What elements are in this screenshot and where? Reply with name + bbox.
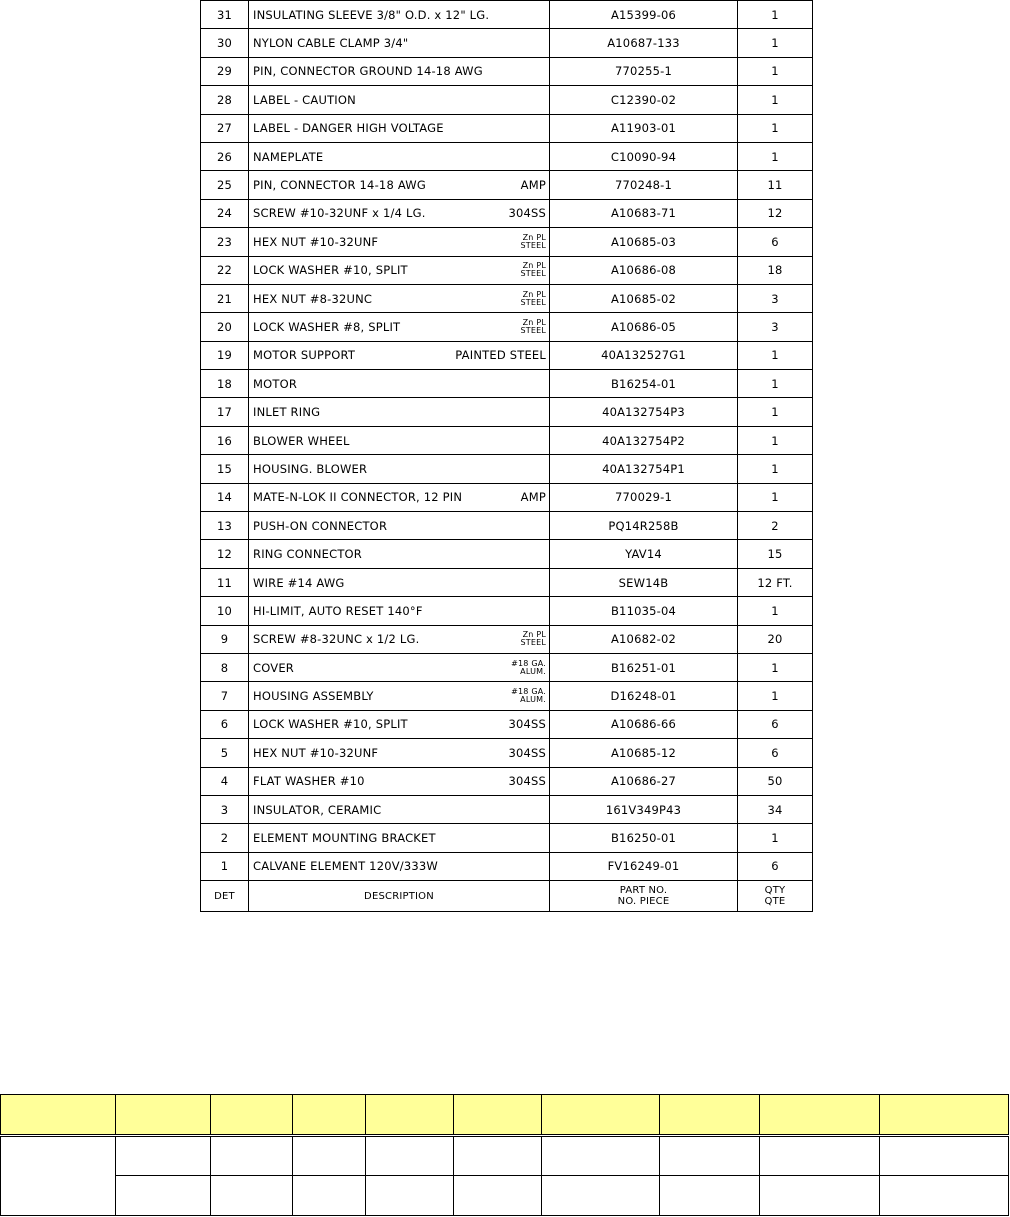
bom-material-spec-bottom: ALUM. [520,695,546,705]
revision-cell [454,1135,542,1176]
bom-part-number-cell: A10686-08 [550,256,738,284]
bom-description-text: LABEL - DANGER HIGH VOLTAGE [253,121,444,136]
bom-row [201,341,813,369]
bom-description-text: COVER [253,660,295,675]
bom-description-text: PIN, CONNECTOR GROUND 14-18 AWG [253,64,483,79]
bom-description-text: FLAT WASHER #10 [253,774,365,789]
bom-header-description: DESCRIPTION [249,881,550,912]
revision-cell [542,1176,660,1216]
revision-header-cell [366,1095,454,1136]
bom-quantity-cell: 1 [738,483,813,511]
bom-description-cell [249,483,550,511]
bom-description-text: SCREW #8-32UNC x 1/2 LG. [253,632,420,647]
bom-body [201,1,813,912]
bom-quantity-cell: 1 [738,1,813,29]
bom-row [201,256,813,284]
bom-material-spec-bottom: STEEL [520,240,546,250]
bom-quantity-cell: 6 [738,739,813,767]
bom-description-text: SCREW #10-32UNF x 1/4 LG. [253,206,426,221]
bom-quantity-cell: 11 [738,171,813,199]
bom-det-cell: 15 [201,455,249,483]
bom-description-cell [249,284,550,312]
bom-material-spec-top: #18 GA. [511,687,546,697]
bom-material-spec [520,291,546,307]
bom-row [201,852,813,880]
revision-header-row [1,1095,1009,1136]
bom-det-cell: 23 [201,228,249,256]
bom-det-cell: 22 [201,256,249,284]
bom-det-cell: 5 [201,739,249,767]
bom-part-number-cell: SEW14B [550,568,738,596]
revision-cell [454,1176,542,1216]
revision-cell [760,1135,880,1176]
bom-quantity-cell: 1 [738,341,813,369]
bom-row [201,739,813,767]
bom-material-spec: 304SS [508,774,546,789]
bom-part-number-cell: 40A132754P2 [550,426,738,454]
bom-det-cell: 6 [201,710,249,738]
bom-description-cell [249,625,550,653]
bom-part-number-cell: 770248-1 [550,171,738,199]
bom-part-number-cell: A15399-06 [550,1,738,29]
bom-description-cell [249,341,550,369]
bom-row [201,568,813,596]
revision-cell [293,1176,366,1216]
bom-material-spec-bottom: STEEL [520,297,546,307]
bom-description-cell [249,597,550,625]
bom-description-cell [249,171,550,199]
revision-cell [366,1176,454,1216]
revision-row [1,1176,1009,1216]
bom-description-text: MOTOR SUPPORT [253,348,356,363]
bom-row [201,29,813,57]
bom-det-cell: 2 [201,824,249,852]
bom-description-cell [249,57,550,85]
bom-material-spec [511,688,546,704]
bom-description-cell [249,455,550,483]
bom-description-text: HEX NUT #8-32UNC [253,291,373,306]
bom-det-cell: 13 [201,512,249,540]
bom-row [201,171,813,199]
bom-quantity-cell: 1 [738,57,813,85]
revision-header-cell [211,1095,293,1136]
bom-header-qty-line1: QTY [764,885,786,897]
bom-material-spec-bottom: ALUM. [520,666,546,676]
bom-det-cell: 25 [201,171,249,199]
bom-row [201,710,813,738]
bom-description-text: NYLON CABLE CLAMP 3/4" [253,36,409,51]
bom-part-number-cell: A10686-27 [550,767,738,795]
bom-part-number-cell: A10682-02 [550,625,738,653]
bom-part-number-cell: B16254-01 [550,370,738,398]
bom-description-cell [249,313,550,341]
bom-part-number-cell: B16251-01 [550,653,738,681]
bom-material-spec-bottom: STEEL [520,325,546,335]
bom-part-number-cell: PQ14R258B [550,512,738,540]
bom-part-number-cell: A11903-01 [550,114,738,142]
bom-det-cell: 20 [201,313,249,341]
revision-header-cell [542,1095,660,1136]
bom-det-cell: 12 [201,540,249,568]
bom-row [201,512,813,540]
bom-det-cell: 17 [201,398,249,426]
bom-quantity-cell: 1 [738,653,813,681]
bom-part-number-cell: 40A132754P3 [550,398,738,426]
bom-quantity-cell: 1 [738,597,813,625]
revision-cell [211,1135,293,1176]
revision-cell [293,1135,366,1176]
bom-part-number-cell: 161V349P43 [550,795,738,823]
bom-row [201,540,813,568]
bom-quantity-cell: 3 [738,313,813,341]
bom-description-text: PUSH-ON CONNECTOR [253,518,388,533]
revision-header-cell [454,1095,542,1136]
revision-cell [660,1176,760,1216]
bom-quantity-cell: 1 [738,398,813,426]
bom-det-cell: 4 [201,767,249,795]
bom-material-spec-bottom: STEEL [520,638,546,648]
bom-description-text: MOTOR [253,376,298,391]
bom-det-cell: 16 [201,426,249,454]
bom-det-cell: 29 [201,57,249,85]
bom-header-part-line1: PART NO. [619,885,668,897]
revision-cell [880,1176,1009,1216]
bom-description-text: LOCK WASHER #8, SPLIT [253,319,401,334]
bom-row [201,682,813,710]
bom-description-text: BLOWER WHEEL [253,433,350,448]
bom-material-spec: 304SS [508,206,546,221]
bom-quantity-cell: 1 [738,29,813,57]
bom-description-cell [249,199,550,227]
bom-part-number-cell: YAV14 [550,540,738,568]
bom-part-number-cell: FV16249-01 [550,852,738,880]
bom-description-cell [249,29,550,57]
bom-part-number-cell: 40A132527G1 [550,341,738,369]
bom-description-text: PIN, CONNECTOR 14-18 AWG [253,178,426,193]
bom-det-cell: 31 [201,1,249,29]
bom-material-spec-top: Zn PL [522,289,546,299]
bom-material-spec [520,631,546,647]
revision-header-cell [293,1095,366,1136]
bom-description-cell [249,710,550,738]
bom-quantity-cell: 15 [738,540,813,568]
bom-material-spec: 304SS [508,717,546,732]
bom-description-text: MATE-N-LOK II CONNECTOR, 12 PIN [253,490,463,505]
bom-quantity-cell: 2 [738,512,813,540]
bom-det-cell: 30 [201,29,249,57]
bom-material-spec [520,262,546,278]
bom-description-text: INSULATING SLEEVE 3/8" O.D. x 12" LG. [253,7,490,22]
bom-part-number-cell: D16248-01 [550,682,738,710]
bom-description-text: CALVANE ELEMENT 120V/333W [253,859,438,874]
bom-row [201,398,813,426]
bom-quantity-cell: 20 [738,625,813,653]
bom-part-number-cell: C12390-02 [550,86,738,114]
bom-det-cell: 27 [201,114,249,142]
bom-header-part-line2: NO. PIECE [617,896,670,908]
bom-description-text: WIRE #14 AWG [253,575,345,590]
bom-row [201,142,813,170]
bom-material-spec-bottom: STEEL [520,269,546,279]
bom-quantity-cell: 1 [738,114,813,142]
revision-cell [880,1135,1009,1176]
bom-description-text: HOUSING ASSEMBLY [253,689,374,704]
bom-description-cell [249,370,550,398]
bom-description-cell [249,142,550,170]
revision-cell [116,1135,211,1176]
bom-row [201,86,813,114]
bom-row [201,625,813,653]
bom-row [201,426,813,454]
bom-description-cell [249,824,550,852]
bom-material-spec: AMP [520,490,546,505]
bom-description-text: HOUSING. BLOWER [253,461,368,476]
revision-cell [366,1135,454,1176]
bom-description-text: ELEMENT MOUNTING BRACKET [253,831,436,846]
bom-row [201,1,813,29]
bom-description-text: RING CONNECTOR [253,547,363,562]
bom-part-number-cell: 40A132754P1 [550,455,738,483]
revision-header-cell [880,1095,1009,1136]
bom-row [201,483,813,511]
revision-block [0,1094,1009,1216]
bom-material-spec-top: Zn PL [522,261,546,271]
bom-material-spec [511,660,546,676]
revision-cell [542,1135,660,1176]
bom-row [201,57,813,85]
bom-material-spec-top: #18 GA. [511,658,546,668]
bom-description-text: INSULATOR, CERAMIC [253,802,382,817]
bom-det-cell: 14 [201,483,249,511]
bom-row [201,653,813,681]
bom-description-cell [249,256,550,284]
bom-det-cell: 7 [201,682,249,710]
revision-header-cell [760,1095,880,1136]
bom-part-number-cell: A10686-05 [550,313,738,341]
bom-quantity-cell: 6 [738,710,813,738]
bom-quantity-cell: 18 [738,256,813,284]
bom-part-number-cell: A10683-71 [550,199,738,227]
bom-material-spec [520,234,546,250]
bom-quantity-cell: 34 [738,795,813,823]
bom-description-cell [249,540,550,568]
bom-description-cell [249,653,550,681]
bom-description-cell [249,114,550,142]
bom-description-text: INLET RING [253,405,321,420]
bom-det-cell: 3 [201,795,249,823]
bom-description-cell [249,682,550,710]
bom-description-text: NAMEPLATE [253,149,324,164]
bom-material-spec: AMP [520,178,546,193]
bom-part-number-cell: A10687-133 [550,29,738,57]
bom-description-cell [249,739,550,767]
bom-material-spec-top: Zn PL [522,630,546,640]
bom-description-text: LABEL - CAUTION [253,92,356,107]
bom-row [201,284,813,312]
bom-header-row [201,881,813,912]
bom-part-number-cell: A10685-12 [550,739,738,767]
bom-part-number-cell: B16250-01 [550,824,738,852]
bom-det-cell: 11 [201,568,249,596]
bom-quantity-cell: 12 [738,199,813,227]
bom-description-cell [249,426,550,454]
bom-row [201,313,813,341]
revision-merged-cell [1,1135,116,1215]
bom-quantity-cell: 50 [738,767,813,795]
bom-row [201,455,813,483]
bom-quantity-cell: 1 [738,142,813,170]
bom-det-cell: 9 [201,625,249,653]
bom-header-qty-line2: QTE [764,896,786,908]
bom-quantity-cell: 1 [738,682,813,710]
revision-row [1,1135,1009,1176]
revision-header-cell [1,1095,116,1136]
bom-quantity-cell: 1 [738,426,813,454]
bom-description-cell [249,512,550,540]
bom-description-text: LOCK WASHER #10, SPLIT [253,717,408,732]
bom-material-spec [520,319,546,335]
bom-description-cell [249,568,550,596]
bom-quantity-cell: 1 [738,86,813,114]
bom-row [201,228,813,256]
bom-description-text: HI-LIMIT, AUTO RESET 140°F [253,603,423,618]
bom-part-number-cell: 770255-1 [550,57,738,85]
revision-header-cell [660,1095,760,1136]
bom-description-cell [249,795,550,823]
bom-description-cell [249,1,550,29]
bom-description-cell [249,767,550,795]
bom-quantity-cell: 3 [738,284,813,312]
revision-header-cell [116,1095,211,1136]
revision-cell [760,1176,880,1216]
bom-description-text: LOCK WASHER #10, SPLIT [253,263,408,278]
bom-det-cell: 8 [201,653,249,681]
bom-header-part [550,881,738,912]
bom-row [201,795,813,823]
bom-description-cell [249,228,550,256]
bom-part-number-cell: A10685-02 [550,284,738,312]
bom-det-cell: 10 [201,597,249,625]
revision-cell [211,1176,293,1216]
bom-description-cell [249,398,550,426]
bom-description-cell [249,86,550,114]
bom-description-cell [249,852,550,880]
bom-quantity-cell: 1 [738,455,813,483]
bom-det-cell: 28 [201,86,249,114]
bom-det-cell: 21 [201,284,249,312]
bom-quantity-cell: 1 [738,370,813,398]
bom-det-cell: 19 [201,341,249,369]
bom-row [201,114,813,142]
bom-row [201,767,813,795]
bom-header-qty [738,881,813,912]
bom-part-number-cell: 770029-1 [550,483,738,511]
bom-det-cell: 24 [201,199,249,227]
revision-cell [660,1135,760,1176]
bom-material-spec: PAINTED STEEL [455,348,546,363]
bom-material-spec-top: Zn PL [522,232,546,242]
bom-row [201,370,813,398]
bom-row [201,597,813,625]
bom-det-cell: 26 [201,142,249,170]
bom-material-spec-top: Zn PL [522,317,546,327]
bom-quantity-cell: 12 FT. [738,568,813,596]
revision-cell [116,1176,211,1216]
bom-part-number-cell: A10685-03 [550,228,738,256]
bom-row [201,199,813,227]
bom-det-cell: 1 [201,852,249,880]
bom-quantity-cell: 1 [738,824,813,852]
bom-row [201,824,813,852]
bom-header-det: DET [201,881,249,912]
bom-part-number-cell: C10090-94 [550,142,738,170]
bom-part-number-cell: B11035-04 [550,597,738,625]
bill-of-materials-table [200,0,813,912]
bom-description-text: HEX NUT #10-32UNF [253,745,379,760]
bom-quantity-cell: 6 [738,228,813,256]
bom-description-text: HEX NUT #10-32UNF [253,234,379,249]
bom-part-number-cell: A10686-66 [550,710,738,738]
bom-material-spec: 304SS [508,745,546,760]
bom-quantity-cell: 6 [738,852,813,880]
bom-det-cell: 18 [201,370,249,398]
